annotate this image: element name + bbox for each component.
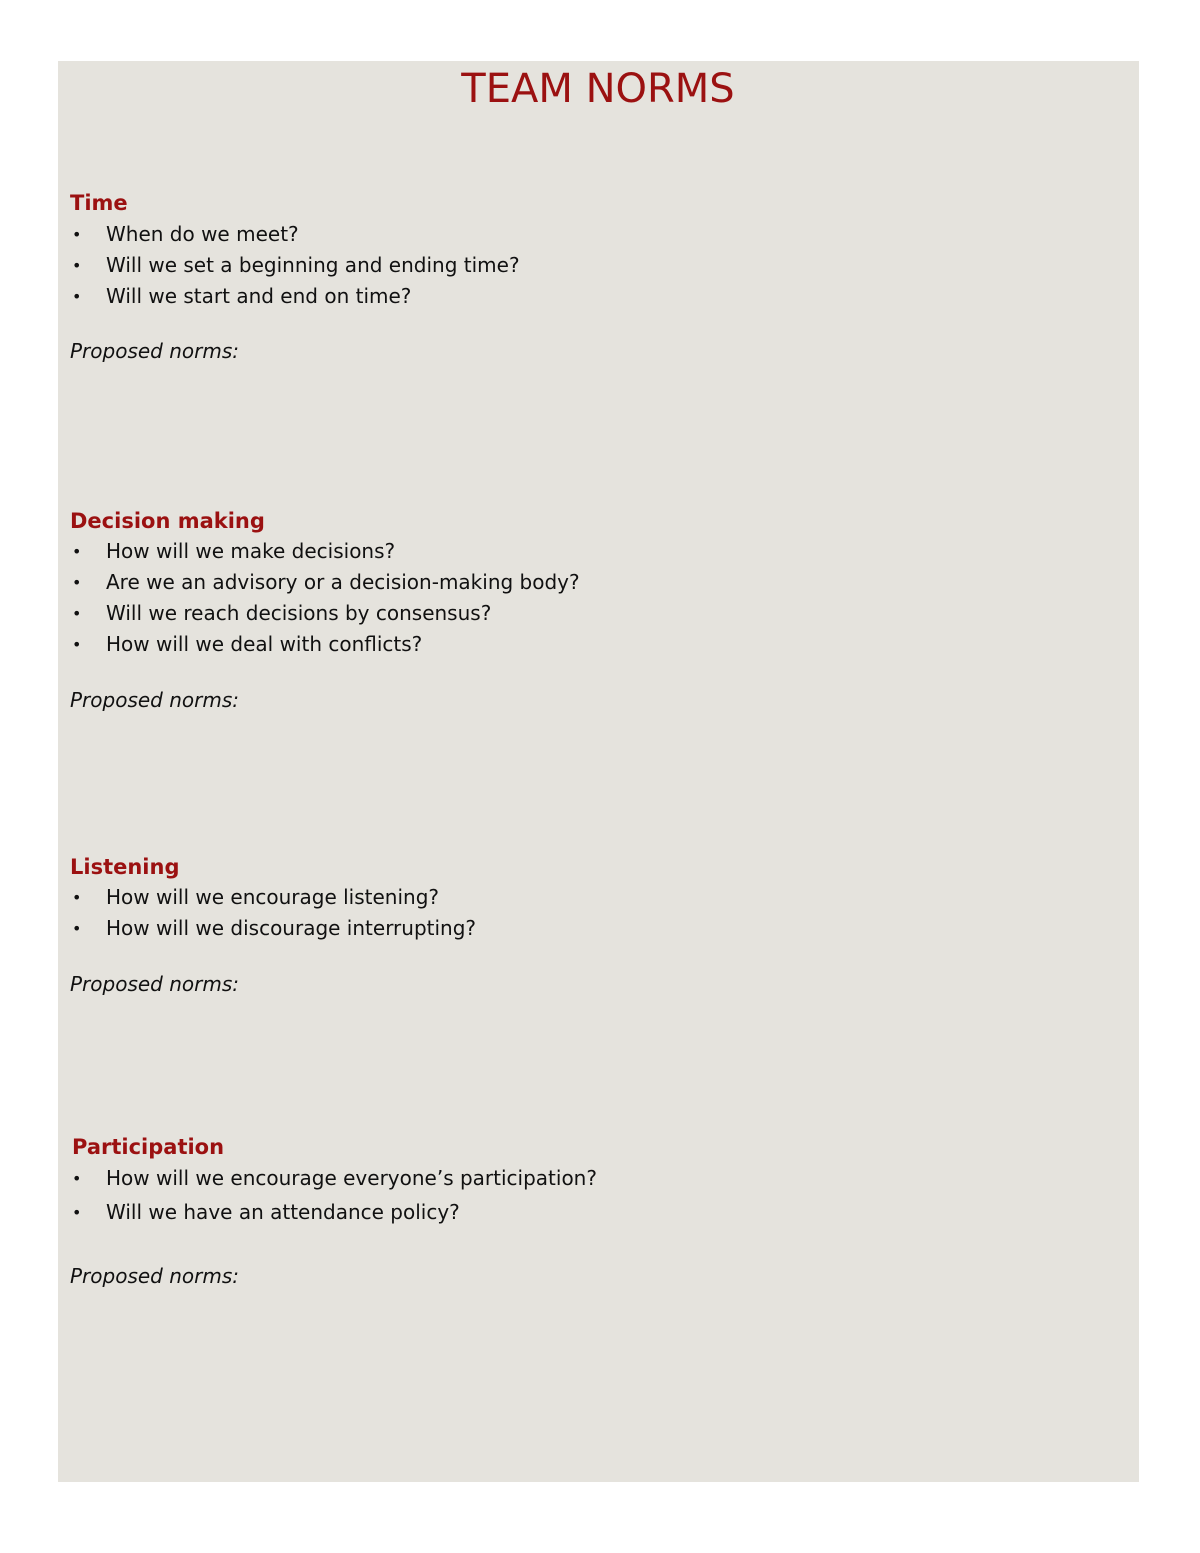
list-item [70,536,580,567]
bullet-icon: • [72,919,82,938]
bullet-icon: • [72,542,82,561]
question-text: How will we encourage everyone’s participation? [106,1166,597,1190]
question-text: Will we reach decisions by consensus? [106,601,492,625]
proposed-norms-label-decision-making: Proposed norms: [70,688,240,712]
question-text: Will we set a beginning and ending time? [106,253,520,277]
bullet-icon: • [72,256,82,275]
list-item [70,882,476,913]
list-item [70,250,520,281]
bullet-icon: • [72,1169,82,1188]
bullet-icon: • [72,287,82,306]
bullet-icon: • [72,604,82,623]
participation-questions-list [70,1163,597,1228]
list-item [70,281,520,312]
section-heading-participation: Participation [72,1135,225,1159]
list-item [70,913,476,944]
list-item [70,567,580,598]
list-item [70,1197,597,1228]
bullet-icon: • [72,225,82,244]
question-text: How will we encourage listening? [106,885,440,909]
list-item [70,629,580,660]
question-text: Are we an advisory or a decision-making body? [106,570,580,594]
question-text: Will we start and end on time? [106,284,412,308]
page-title: TEAM NORMS [461,66,735,112]
question-text: Will we have an attendance policy? [106,1200,460,1224]
proposed-norms-label-participation: Proposed norms: [70,1264,240,1288]
list-item [70,598,580,629]
proposed-norms-label-time: Proposed norms: [70,339,240,363]
question-text: How will we deal with conflicts? [106,632,423,656]
section-heading-listening: Listening [70,855,180,879]
time-questions-list [70,219,520,312]
question-text: When do we meet? [106,222,299,246]
question-text: How will we discourage interrupting? [106,916,477,940]
section-heading-decision-making: Decision making [70,509,265,533]
bullet-icon: • [72,1203,82,1222]
bullet-icon: • [72,635,82,654]
list-item [70,1163,597,1197]
listening-questions-list [70,882,476,944]
bullet-icon: • [72,573,82,592]
proposed-norms-label-listening: Proposed norms: [70,972,240,996]
list-item [70,219,520,250]
question-text: How will we make decisions? [106,539,396,563]
bullet-icon: • [72,888,82,907]
decision-making-questions-list [70,536,580,660]
section-heading-time: Time [70,191,128,215]
